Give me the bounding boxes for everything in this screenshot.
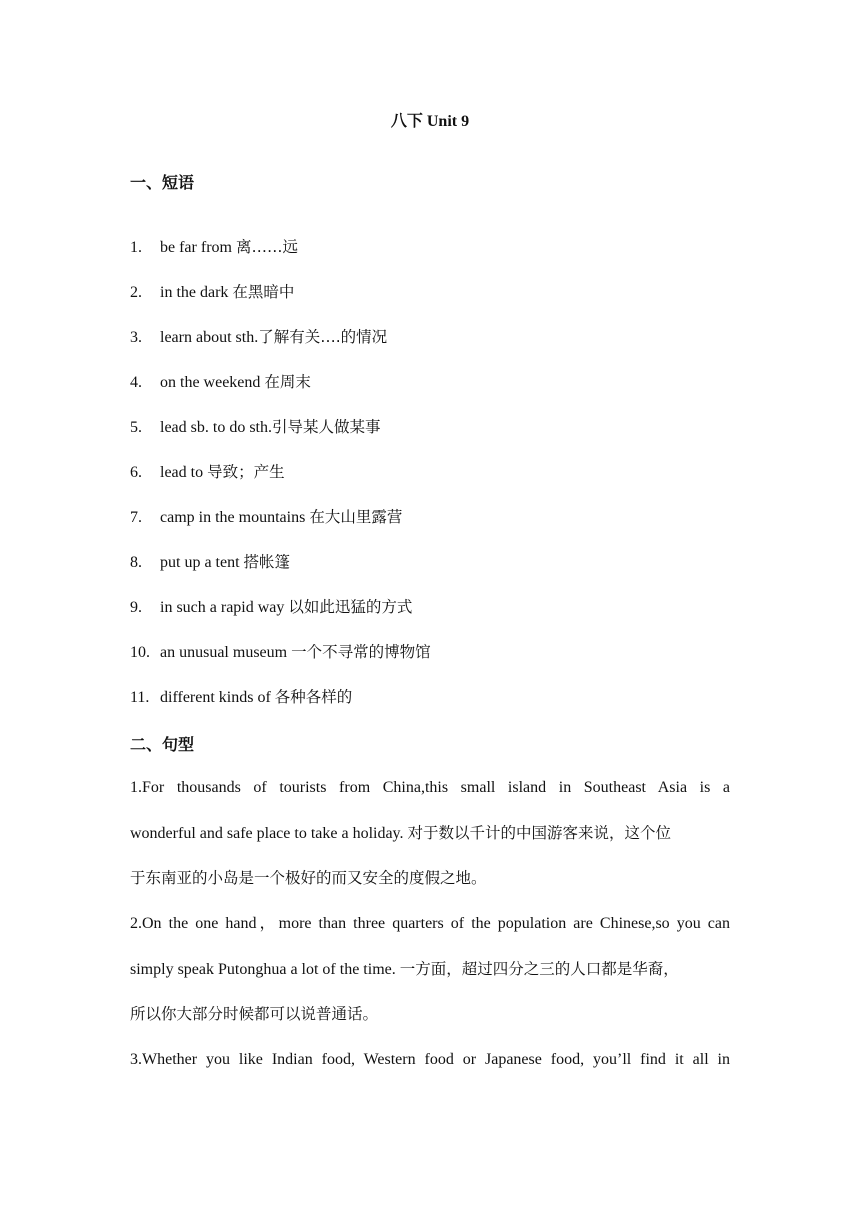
item-number: 9. — [130, 599, 142, 616]
item-number: 1. — [130, 239, 142, 256]
line-english: simply speak Putonghua a lot of the time. — [130, 961, 400, 978]
sentence-line — [130, 1047, 730, 1071]
section-heading-sentences: 二、句型 — [130, 735, 195, 754]
item-chinese: 了解有关….的情况 — [258, 328, 388, 346]
item-number: 7. — [130, 509, 142, 526]
sentence-line — [130, 866, 730, 890]
list-item — [130, 551, 290, 573]
document-title: 八下 Unit 9 — [390, 113, 470, 130]
item-english: put up a tent — [160, 554, 244, 571]
item-english: different kinds of — [160, 689, 275, 706]
list-item — [130, 371, 311, 393]
line-chinese: 一方面，超过四分之三的人口都是华裔， — [399, 960, 679, 978]
item-english: on the weekend — [160, 374, 265, 391]
item-number: 2. — [130, 284, 142, 301]
sentence-line — [130, 775, 730, 799]
item-chinese: 引导某人做某事 — [272, 418, 381, 436]
list-item — [130, 596, 412, 618]
item-english: lead sb. to do sth. — [160, 419, 272, 436]
list-item — [130, 416, 381, 438]
item-english: in such a rapid way — [160, 599, 289, 616]
item-number: 5. — [130, 419, 142, 436]
item-english: camp in the mountains — [160, 509, 310, 526]
sentence-line — [130, 911, 730, 935]
list-item — [130, 506, 402, 528]
list-item — [130, 686, 352, 708]
line-english: 1.For thousands of tourists from China,this small island in Southeast Asia is a — [130, 779, 730, 796]
item-number: 6. — [130, 464, 142, 481]
item-number: 3. — [130, 329, 142, 346]
item-number: 10. — [130, 644, 150, 661]
line-english: wonderful and safe place to take a holiday. — [130, 825, 408, 842]
item-chinese: 各种各样的 — [274, 688, 353, 706]
sentence-line — [130, 957, 730, 981]
item-chinese: 在黑暗中 — [232, 283, 295, 301]
sentence-line — [130, 1002, 730, 1026]
item-english: learn about sth. — [160, 329, 259, 346]
item-english: an unusual museum — [160, 644, 292, 661]
line-english: 3.Whether you like Indian food, Western food or Japanese food, you’ll find it all in — [130, 1051, 730, 1068]
line-chinese: 对于数以千计的中国游客来说，这个位 — [407, 824, 672, 842]
item-number: 8. — [130, 554, 142, 571]
item-chinese: 导致；产生 — [207, 463, 285, 481]
item-english: in the dark — [160, 284, 233, 301]
line-chinese: 所以你大部分时候都可以说普通话。 — [130, 1005, 379, 1023]
sentence-line — [130, 821, 730, 845]
item-english: be far from — [160, 239, 236, 256]
list-item — [130, 281, 294, 303]
item-chinese: 在周末 — [264, 373, 311, 391]
item-chinese: 以如此迅猛的方式 — [288, 598, 413, 616]
item-number: 11. — [130, 689, 150, 706]
list-item — [130, 326, 387, 348]
item-chinese: 搭帐篷 — [243, 553, 291, 571]
item-chinese: 一个不寻常的博物馆 — [291, 643, 431, 661]
section-heading-phrases: 一、短语 — [130, 173, 195, 192]
list-item — [130, 236, 298, 258]
list-item — [130, 461, 285, 483]
item-number: 4. — [130, 374, 142, 391]
list-item — [130, 641, 431, 663]
item-english: lead to — [160, 464, 208, 481]
item-chinese: 在大山里露营 — [309, 508, 403, 526]
item-chinese: 离……远 — [235, 238, 298, 256]
line-english: 2.On the one hand，more than three quarters of the population are Chinese,so you can — [130, 915, 730, 932]
line-chinese: 于东南亚的小岛是一个极好的而又安全的度假之地。 — [130, 869, 487, 887]
